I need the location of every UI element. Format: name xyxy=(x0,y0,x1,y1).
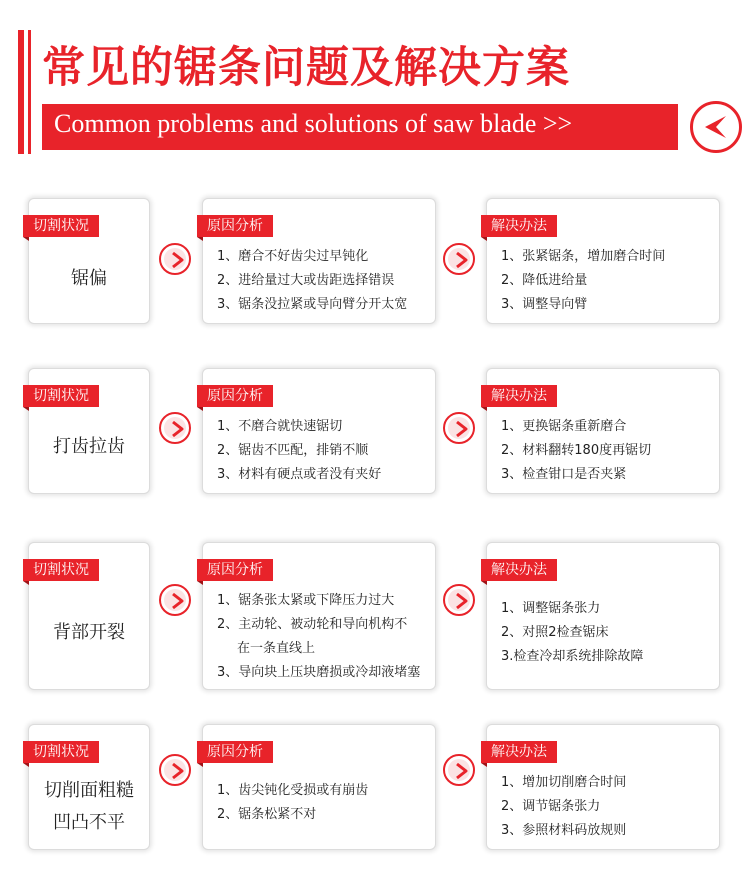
arrow-right-icon xyxy=(443,243,475,275)
page-subtitle: Common problems and solutions of saw blade >> xyxy=(54,109,573,138)
list-item: 2、主动轮、被动轮和导向机构不 xyxy=(217,617,408,632)
list-item: 3、检查钳口是否夹紧 xyxy=(501,467,627,482)
list-item: 1、齿尖钝化受损或有崩齿 xyxy=(217,783,369,798)
state-text: 切削面粗糙 xyxy=(44,780,134,801)
cause-tag: 原因分析 xyxy=(197,385,273,407)
solution-tag: 解决办法 xyxy=(481,385,557,407)
state-tag: 切割状况 xyxy=(23,215,99,237)
arrow-right-icon xyxy=(159,412,191,444)
list-item: 1、张紧锯条，增加磨合时间 xyxy=(501,249,666,264)
state-card xyxy=(28,368,150,494)
cause-list xyxy=(217,589,427,685)
list-item: 1、更换锯条重新磨合 xyxy=(501,419,627,434)
solution-list xyxy=(501,245,711,317)
list-item: 2、进给量过大或齿距选择错误 xyxy=(217,273,395,288)
list-item: 3、材料有硬点或者没有夹好 xyxy=(217,467,382,482)
list-item: 3、调整导向臂 xyxy=(501,297,588,312)
list-item: 1、锯条张太紧或下降压力过大 xyxy=(217,593,395,608)
arrow-right-icon xyxy=(443,584,475,616)
list-item: 2、锯齿不匹配，排销不顺 xyxy=(217,443,369,458)
state-text: 打齿拉齿 xyxy=(53,436,125,457)
state-text: 凹凸不平 xyxy=(53,812,125,833)
list-item: 1、磨合不好齿尖过早钝化 xyxy=(217,249,369,264)
solution-tag: 解决办法 xyxy=(481,215,557,237)
list-item: 1、调整锯条张力 xyxy=(501,601,601,616)
state-tag: 切割状况 xyxy=(23,385,99,407)
list-item: 1、增加切削磨合时间 xyxy=(501,775,627,790)
cause-list xyxy=(217,245,427,317)
list-item: 2、材料翻转180度再锯切 xyxy=(501,443,652,458)
list-item: 1、不磨合就快速锯切 xyxy=(217,419,343,434)
solution-list xyxy=(501,415,711,487)
cause-list xyxy=(217,415,427,487)
arrow-right-icon xyxy=(159,754,191,786)
solution-card xyxy=(486,368,720,494)
list-item: 3、锯条没拉紧或导向臂分开太宽 xyxy=(217,297,408,312)
solution-card xyxy=(486,542,720,690)
arrow-right-icon xyxy=(159,243,191,275)
arrow-right-icon xyxy=(159,584,191,616)
state-card xyxy=(28,542,150,690)
state-tag: 切割状况 xyxy=(23,559,99,581)
back-button[interactable] xyxy=(690,101,742,153)
list-item: 3、导向块上压块磨损或冷却液堵塞 xyxy=(217,665,421,680)
list-item: 2、调节锯条张力 xyxy=(501,799,601,814)
page-title: 常见的锯条问题及解决方案 xyxy=(42,43,570,93)
cause-card xyxy=(202,198,436,324)
state-text: 锯偏 xyxy=(71,268,107,289)
list-item: 2、降低进给量 xyxy=(501,273,588,288)
cause-card xyxy=(202,724,436,850)
cause-tag: 原因分析 xyxy=(197,741,273,763)
arrow-right-icon xyxy=(443,412,475,444)
state-tag: 切割状况 xyxy=(23,741,99,763)
state-text: 背部开裂 xyxy=(53,622,125,643)
solution-tag: 解决办法 xyxy=(481,741,557,763)
list-item: 3、参照材料码放规则 xyxy=(501,823,627,838)
list-item: 3.检查冷却系统排除故障 xyxy=(501,649,644,664)
solution-list xyxy=(501,597,711,669)
solution-card xyxy=(486,198,720,324)
list-item: 2、对照2检查锯床 xyxy=(501,625,609,640)
solution-card xyxy=(486,724,720,850)
state-card xyxy=(28,198,150,324)
arrow-left-icon xyxy=(702,113,730,141)
list-item: 2、锯条松紧不对 xyxy=(217,807,317,822)
state-card xyxy=(28,724,150,850)
cause-list xyxy=(217,779,427,827)
cause-card xyxy=(202,542,436,690)
cause-tag: 原因分析 xyxy=(197,215,273,237)
cause-card xyxy=(202,368,436,494)
arrow-right-icon xyxy=(443,754,475,786)
header-accent-bar-thin xyxy=(28,30,31,154)
solution-tag: 解决办法 xyxy=(481,559,557,581)
cause-tag: 原因分析 xyxy=(197,559,273,581)
solution-list xyxy=(501,771,711,843)
header-accent-bar xyxy=(18,30,24,154)
list-item: 在一条直线上 xyxy=(237,641,316,656)
